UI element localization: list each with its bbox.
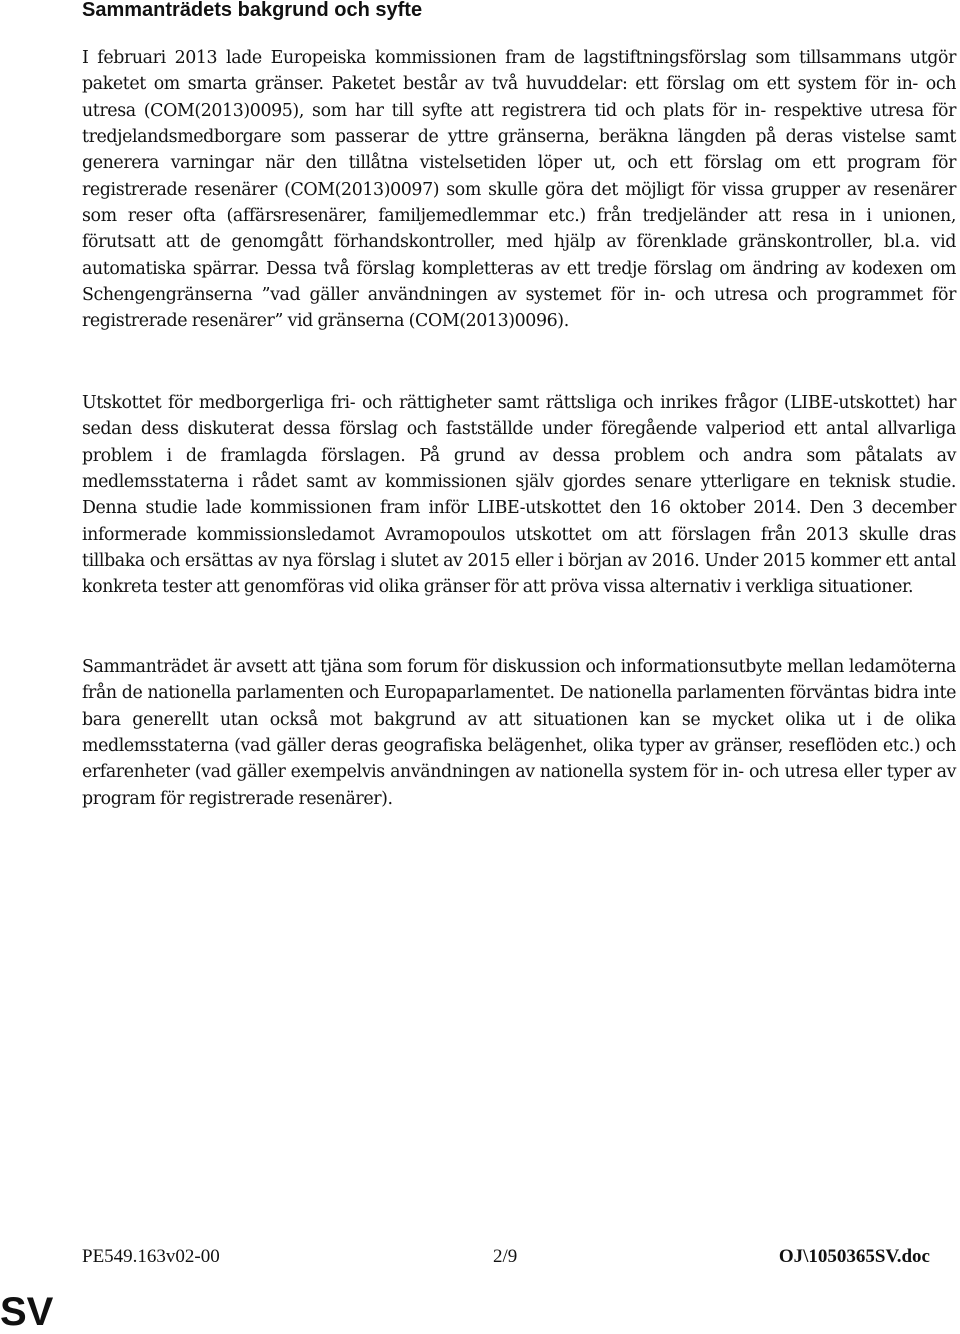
footer-file-name: OJ\1050365SV.doc	[778, 1246, 930, 1267]
page-footer	[82, 1245, 930, 1271]
footer-reference: PE549.163v02-00	[82, 1246, 220, 1267]
language-tag: SV	[0, 1290, 54, 1334]
footer-page-number: 2/9	[493, 1246, 518, 1267]
paragraph-libe-committee: Utskottet för medborgerliga fri- och rättigheter samt rättsliga och inrikes frågor (LIBE-utskottet) har sedan dess diskuterat dessa förslag och fastställde under föregående valperiod ett antal allvarliga problem i de framlagda förslagen. På grund av dessa problem och andra som påtalats av medlemsstaterna i rådet samt av kommissionen själv gjordes senare ytterligare en teknisk studie. Denna studie lade kommissionen fram inför LIBE-utskottet den 16 oktober 2014. Den 3 december informerade kommissionsledamot Avramopoulos utskottet om att förslagen från 2013 skulle dras tillbaka och ersättas av nya förslag i slutet av 2015 eller i början av 2016. Under 2015 kommer ett antal konkreta tester att genomföras vid olika gränser för att pröva vissa alternativ i verkliga situationer.	[82, 393, 956, 598]
paragraph-meeting-purpose: Sammanträdet är avsett att tjäna som forum för diskussion och informationsutbyte mellan ledamöterna från de nationella parlamenten och Europaparlamentet. De nationella parlamenten förväntas bidra inte bara generellt utan också mot bakgrund av att situationen kan se mycket olika ut i de olika medlemsstaterna (vad gäller deras geografiska belägenhet, olika typer av gränser, reseflöden etc.) och erfarenheter (vad gäller exempelvis användningen av nationella system för in- och utresa eller typer av program för registrerade resenärer).	[82, 657, 956, 809]
section-heading: Sammanträdets bakgrund och syfte	[82, 0, 423, 21]
paragraph-background: I februari 2013 lade Europeiska kommissionen fram de lagstiftningsförslag som tillsammans utgör paketet om smarta gränser. Paketet består av två huvuddelar: ett förslag om ett system för in- och utresa (COM(2013)0095), som har till syfte att registrera tid och plats för in- respektive utresa för tredjelandsmedborgare som passerar de yttre gränserna, beräkna längden på deras vistelse samt generera varningar när den tillåtna vistelsetiden löper ut, och ett förslag om ett program för registrerade resenärer (COM(2013)0097) som skulle göra det möjligt för vissa grupper av resenärer som reser ofta (affärsresenärer, familjemedlemmar etc.) från tredjeländer att resa in i unionen, förutsatt att de genomgått förhandskontroller, med hjälp av förenklade gränskontroller, bl.a. vid automatiska spärrar. Dessa två förslag kompletteras av ett tredje förslag om ändring av kodexen om Schengengränserna ”vad gäller användningen av systemet för in- och utresa och programmet för registrerade resenärer” vid gränserna (COM(2013)0096).	[82, 48, 956, 332]
